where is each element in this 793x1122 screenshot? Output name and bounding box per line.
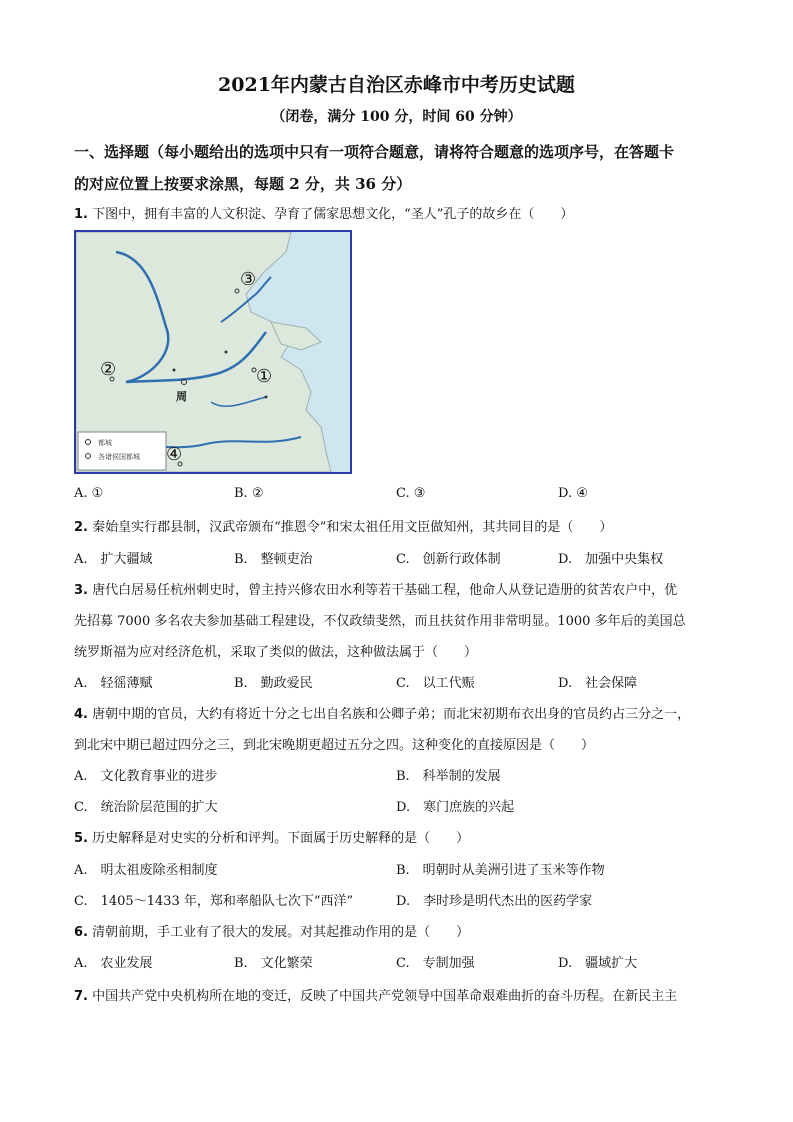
- city-dot: [173, 369, 176, 372]
- question-text: 历史解释是对史实的分析和评判。下面属于历史解释的是（ ）: [92, 831, 470, 846]
- option-d[interactable]: D. 寒门庶族的兴起: [396, 800, 515, 815]
- question-2: [74, 516, 612, 535]
- question-5: [74, 827, 469, 846]
- question-text: 唐朝中期的官员，大约有将近十分之七出自名族和公卿子弟；而北宋初期布衣出身的官员约占三分之一，: [92, 707, 691, 722]
- option-b[interactable]: B. 文化繁荣: [234, 956, 313, 971]
- question-text: 唐代白居易任杭州刺史时，曾主持兴修农田水利等若干基础工程，他命人从登记造册的贫苦农户中，优: [92, 583, 678, 598]
- legend-state-capital-label: 各诸侯国都城: [98, 453, 140, 461]
- legend-box: [78, 432, 166, 470]
- question-3-line3: 统罗斯福为应对经济危机，采取了类似的做法，这种做法属于（ ）: [74, 645, 478, 660]
- marker-3: ③: [240, 269, 257, 290]
- option-a[interactable]: A. ①: [74, 486, 104, 501]
- question-number: 4.: [74, 707, 88, 722]
- option-d[interactable]: D. ④: [558, 486, 588, 501]
- question-1: [74, 203, 573, 222]
- marker-1: ①: [256, 366, 273, 387]
- exam-info: （闭卷，满分 100 分，时间 60 分钟）: [271, 109, 522, 125]
- option-c[interactable]: C. 专制加强: [396, 956, 475, 971]
- option-b[interactable]: B. 整顿吏治: [234, 552, 313, 567]
- option-b[interactable]: B. 明朝时从美洲引进了玉米等作物: [396, 863, 605, 878]
- question-number: 1.: [74, 207, 88, 222]
- question-number: 5.: [74, 831, 88, 846]
- question-number: 6.: [74, 925, 88, 940]
- option-d[interactable]: D. 疆域扩大: [558, 956, 638, 971]
- question-text: 秦始皇实行郡县制，汉武帝颁布“推恩令”和宋太祖任用文臣做知州，其共同目的是（ ）: [92, 520, 613, 535]
- option-b[interactable]: B. 科举制的发展: [396, 769, 501, 784]
- question-number: 7.: [74, 989, 88, 1004]
- city-dot: [225, 351, 228, 354]
- option-d[interactable]: D. 社会保障: [558, 676, 638, 691]
- map-figure: [74, 230, 352, 474]
- question-3-line2: 先招募 7000 多名农夫参加基础工程建设，不仅政绩斐然，而且扶贫作用非常明显。1000 多年后的美国总: [74, 614, 686, 629]
- option-a[interactable]: A. 文化教育事业的进步: [74, 769, 218, 784]
- option-a[interactable]: A. 轻徭薄赋: [74, 676, 153, 691]
- section-heading-line1: 一、选择题（每小题给出的选项中只有一项符合题意，请将符合题意的选项序号，在答题卡: [74, 143, 675, 161]
- page-title: 2021年内蒙古自治区赤峰市中考历史试题: [218, 74, 575, 96]
- question-text: 中国共产党中央机构所在地的变迁，反映了中国共产党领导中国革命艰难曲折的奋斗历程。在新民主主: [92, 989, 678, 1004]
- option-a[interactable]: A. 扩大疆域: [74, 552, 153, 567]
- option-b[interactable]: B. 勤政爱民: [234, 676, 313, 691]
- option-a[interactable]: A. 农业发展: [74, 956, 153, 971]
- question-text: 下图中，拥有丰富的人文积淀、孕育了儒家思想文化，“圣人”孔子的故乡在（ ）: [92, 207, 574, 222]
- marker-2: ②: [100, 359, 117, 380]
- question-3: [74, 579, 677, 598]
- option-d[interactable]: D. 李时珍是明代杰出的医药学家: [396, 894, 593, 909]
- question-text: 清朝前期，手工业有了很大的发展。对其起推动作用的是（ ）: [92, 925, 470, 940]
- option-b[interactable]: B. ②: [234, 486, 264, 501]
- question-6: [74, 921, 469, 940]
- marker-4: ④: [166, 444, 183, 465]
- option-a[interactable]: A. 明太祖废除丞相制度: [74, 863, 218, 878]
- question-7: [74, 985, 677, 1004]
- zhou-label: 周: [176, 390, 187, 403]
- legend-capital-label: 都城: [98, 439, 112, 447]
- section-heading-line2: 的对应位置上按要求涂黑，每题 2 分，共 36 分）: [74, 175, 412, 193]
- option-c[interactable]: C. 以工代赈: [396, 676, 475, 691]
- option-c[interactable]: C. 创新行政体制: [396, 552, 501, 567]
- question-number: 2.: [74, 520, 88, 535]
- question-4-line2: 到北宋中期已超过四分之三，到北宋晚期更超过五分之四。这种变化的直接原因是（ ）: [74, 738, 595, 753]
- question-number: 3.: [74, 583, 88, 598]
- option-c[interactable]: C. 统治阶层范围的扩大: [74, 800, 218, 815]
- option-c[interactable]: C. 1405～1433 年，郑和率船队七次下“西洋”: [74, 894, 354, 909]
- map-svg: [76, 232, 350, 472]
- option-c[interactable]: C. ③: [396, 486, 426, 501]
- option-d[interactable]: D. 加强中央集权: [558, 552, 664, 567]
- city-dot: [265, 396, 268, 399]
- question-4: [74, 703, 690, 722]
